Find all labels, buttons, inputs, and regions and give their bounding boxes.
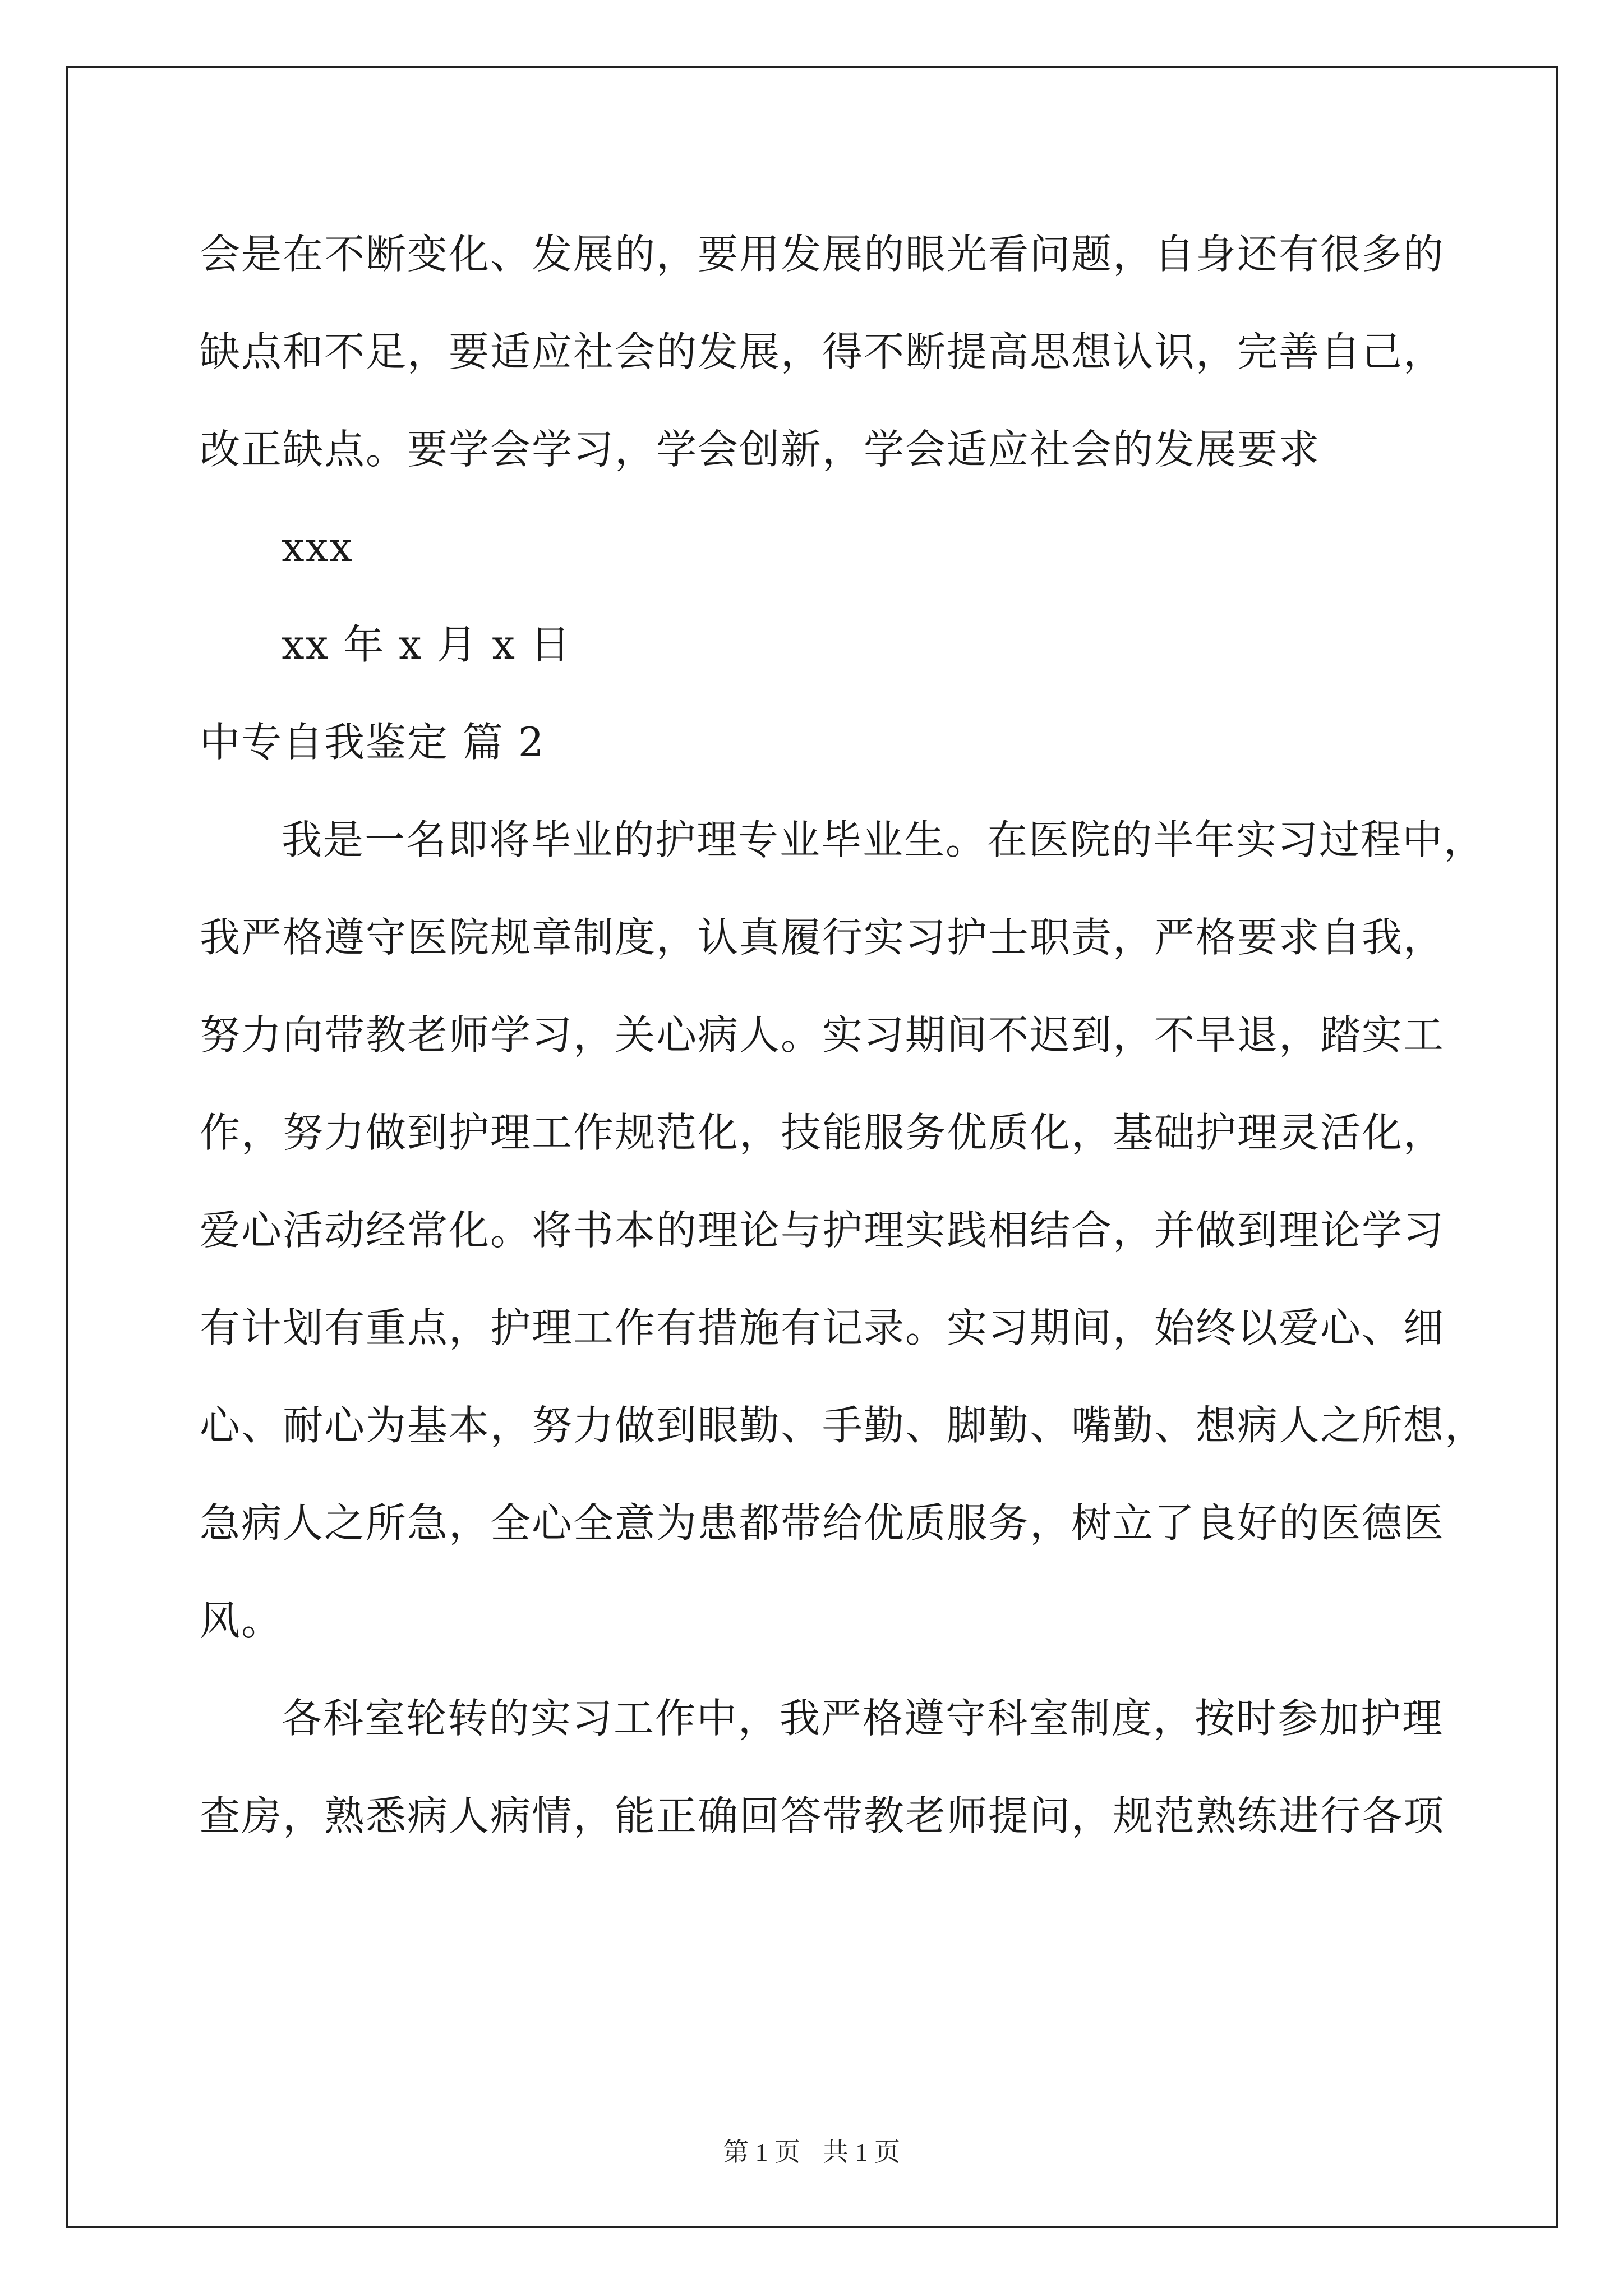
text-line: 爱心活动经常化。将书本的理论与护理实践相结合，并做到理论学习 (200, 1207, 1445, 1254)
text-line: 会是在不断变化、发展的，要用发展的眼光看问题，自身还有很多的 (200, 231, 1445, 278)
section-heading: 中专自我鉴定 篇 2 (200, 719, 545, 766)
signature-name: xxx (282, 523, 353, 570)
signature-date: xx 年 x 月 x 日 (282, 621, 571, 668)
text-line: 改正缺点。要学会学习，学会创新，学会适应社会的发展要求 (200, 426, 1321, 473)
page-total: 共 1 页 (823, 2138, 900, 2166)
document-body (200, 205, 1487, 1865)
text-line: 作，努力做到护理工作规范化，技能服务优质化，基础护理灵活化， (200, 1109, 1445, 1156)
text-line: 急病人之所急，全心全意为患都带给优质服务，树立了良好的医德医 (200, 1499, 1445, 1547)
text-line: 我严格遵守医院规章制度，认真履行实习护士职责，严格要求自我， (200, 914, 1445, 961)
page-number: 第 1 页 (723, 2138, 800, 2166)
text-line: 查房，熟悉病人病情，能正确回答带教老师提问，规范熟练进行各项 (200, 1792, 1445, 1839)
text-line: 努力向带教老师学习，关心病人。实习期间不迟到，不早退，踏实工 (200, 1011, 1445, 1059)
page-footer (0, 2132, 1623, 2169)
text-line: 我是一名即将毕业的护理专业毕业生。在医院的半年实习过程中， (282, 816, 1486, 863)
text-line: 有计划有重点，护理工作有措施有记录。实习期间，始终以爱心、细 (200, 1304, 1445, 1351)
text-line: 各科室轮转的实习工作中，我严格遵守科室制度，按时参加护理 (282, 1695, 1444, 1742)
text-line: 风。 (200, 1597, 283, 1644)
text-line: 缺点和不足，要适应社会的发展，得不断提高思想认识，完善自己， (200, 328, 1445, 375)
text-line: 心、耐心为基本，努力做到眼勤、手勤、脚勤、嘴勤、想病人之所想， (200, 1402, 1487, 1449)
